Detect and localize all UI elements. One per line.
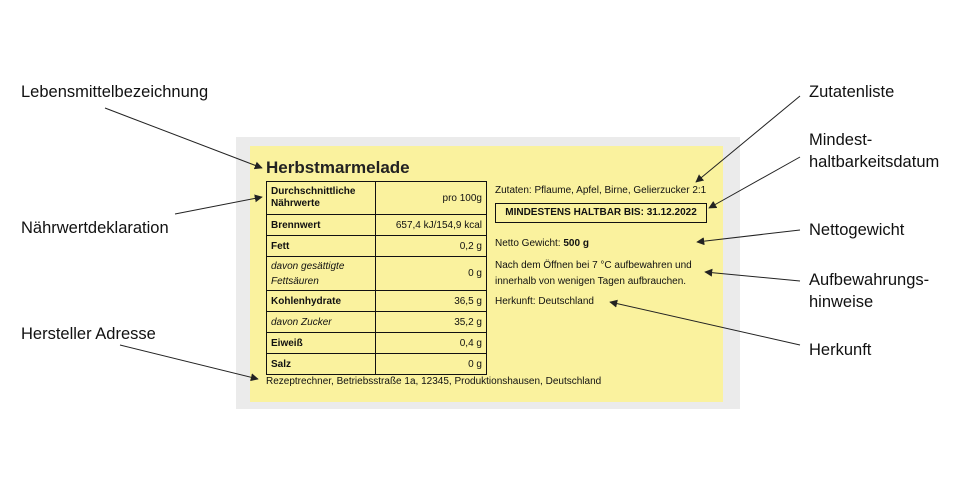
nutrient-value: 657,4 kJ/154,9 kcal (376, 215, 487, 236)
nutrient-name: Fett (267, 236, 376, 257)
origin-text: Herkunft: Deutschland (495, 296, 594, 307)
callout-best-before-line-2: haltbarkeitsdatum (809, 153, 940, 171)
nutrient-name: davon Zucker (267, 312, 376, 333)
ingredients-text: Zutaten: Pflaume, Apfel, Birne, Gelierzucker 2:1 (495, 185, 707, 196)
callout-food-name: Lebensmittelbezeichnung (21, 83, 209, 101)
nutrient-name-line-2: Fettsäuren (271, 275, 319, 287)
arrow-net-weight (697, 230, 800, 242)
arrow-manufacturer (120, 345, 258, 379)
nutrient-value: 0 g (376, 257, 487, 291)
nutrient-name: Brennwert (267, 215, 376, 236)
callout-ingredients-list: Zutatenliste (809, 83, 895, 101)
nutrient-name: Kohlenhydrate (267, 291, 376, 312)
callout-best-before-line-1: Mindest- (809, 131, 873, 149)
nutrient-name: Eiweiß (267, 333, 376, 354)
arrow-storage (705, 272, 800, 281)
nutrient-value: 0,2 g (376, 236, 487, 257)
nutrient-value: 35,2 g (376, 312, 487, 333)
storage-text-line-2: innerhalb von wenigen Tagen aufbrauchen. (495, 276, 687, 287)
nutrient-value: 0 g (376, 354, 487, 375)
nutrient-name: Salz (267, 354, 376, 375)
nutrition-header-line-1: Durchschnittliche (271, 186, 356, 197)
arrow-nutrition (175, 197, 262, 214)
arrow-best-before (709, 157, 800, 208)
best-before-box: MINDESTENS HALTBAR BIS: 31.12.2022 (495, 203, 707, 223)
arrow-origin (610, 302, 800, 345)
nutrition-header-value: pro 100g (376, 182, 487, 215)
callout-storage-line-2: hinweise (809, 293, 874, 311)
manufacturer-address: Rezeptrechner, Betriebsstraße 1a, 12345, Produktionshausen, Deutschland (266, 376, 602, 387)
net-weight-label: Netto Gewicht: (495, 238, 561, 249)
callout-storage-line-1: Aufbewahrungs- (809, 271, 930, 289)
arrow-food-name (105, 108, 262, 168)
net-weight-value: 500 g (563, 238, 589, 249)
nutrient-value: 0,4 g (376, 333, 487, 354)
callout-net-weight: Nettogewicht (809, 221, 905, 239)
product-title: Herbstmarmelade (266, 158, 410, 177)
nutrient-name-line-1: davon gesättigte (271, 260, 345, 272)
callout-origin: Herkunft (809, 341, 872, 359)
storage-text-line-1: Nach dem Öffnen bei 7 °C aufbewahren und (495, 260, 692, 271)
callout-nutrition-declaration: Nährwertdeklaration (21, 219, 169, 237)
nutrient-value: 36,5 g (376, 291, 487, 312)
callout-manufacturer-address: Hersteller Adresse (21, 325, 156, 343)
arrow-ingredients (696, 96, 800, 182)
nutrition-header-line-2: Nährwerte (271, 198, 320, 209)
